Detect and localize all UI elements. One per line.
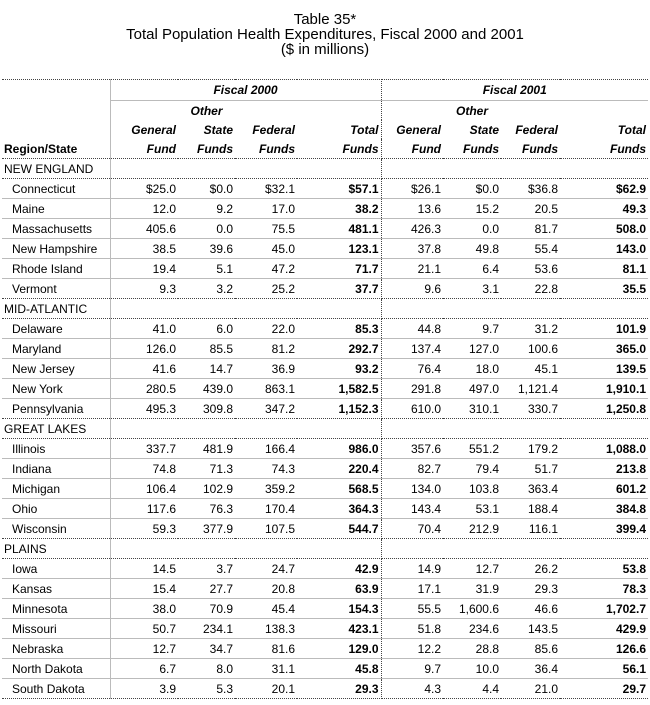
value-cell: 28.8 — [443, 639, 501, 659]
value-cell: 399.4 — [560, 519, 648, 539]
table-row — [2, 359, 648, 379]
value-cell: $25.0 — [110, 179, 178, 199]
table-row — [2, 319, 648, 339]
state-name: Illinois — [2, 439, 110, 459]
value-cell: 6.4 — [443, 259, 501, 279]
value-cell: 439.0 — [178, 379, 235, 399]
value-cell: 76.3 — [178, 499, 235, 519]
value-cell: 138.3 — [235, 619, 297, 639]
value-cell: 20.5 — [501, 199, 560, 219]
value-cell: $36.8 — [501, 179, 560, 199]
value-cell: 75.5 — [235, 219, 297, 239]
value-cell: 1,152.3 — [297, 399, 381, 419]
total-header-2-2001: Funds — [560, 139, 648, 159]
table-row — [2, 579, 648, 599]
value-cell: 93.2 — [297, 359, 381, 379]
value-cell: 71.3 — [178, 459, 235, 479]
value-cell: 330.7 — [501, 399, 560, 419]
value-cell: 12.7 — [110, 639, 178, 659]
federal-header-2: Funds — [235, 139, 297, 159]
state-name: Iowa — [2, 559, 110, 579]
value-cell: 309.8 — [178, 399, 235, 419]
value-cell: 143.5 — [501, 619, 560, 639]
value-cell: 568.5 — [297, 479, 381, 499]
value-cell: 22.8 — [501, 279, 560, 299]
value-cell: 55.5 — [381, 599, 443, 619]
value-cell: 9.7 — [381, 659, 443, 679]
fiscal-2000-header: Fiscal 2000 — [110, 80, 381, 101]
value-cell: 15.4 — [110, 579, 178, 599]
table-row — [2, 219, 648, 239]
region-name: NEW ENGLAND — [2, 159, 110, 179]
value-cell: 1,250.8 — [560, 399, 648, 419]
table-row — [2, 639, 648, 659]
value-cell: 37.7 — [297, 279, 381, 299]
value-cell: 429.9 — [560, 619, 648, 639]
value-cell: 102.9 — [178, 479, 235, 499]
title-line-3: ($ in millions) — [280, 41, 370, 58]
value-cell: 481.9 — [178, 439, 235, 459]
state-name: Connecticut — [2, 179, 110, 199]
value-cell: $0.0 — [443, 179, 501, 199]
value-cell: 38.5 — [110, 239, 178, 259]
value-cell: 59.3 — [110, 519, 178, 539]
state-name: Rhode Island — [2, 259, 110, 279]
value-cell: 38.2 — [297, 199, 381, 219]
value-cell: 610.0 — [381, 399, 443, 419]
value-cell: 601.2 — [560, 479, 648, 499]
table-row — [2, 479, 648, 499]
total-header-1-2001: Total — [617, 122, 646, 137]
table-row — [2, 599, 648, 619]
value-cell: 212.9 — [443, 519, 501, 539]
state-name: Michigan — [2, 479, 110, 499]
table-row — [2, 339, 648, 359]
general-header-1-2001: General — [396, 122, 441, 137]
value-cell: 18.0 — [443, 359, 501, 379]
value-cell: 70.9 — [178, 599, 235, 619]
value-cell: 5.1 — [178, 259, 235, 279]
state-name: North Dakota — [2, 659, 110, 679]
value-cell: 85.5 — [178, 339, 235, 359]
state-name: Vermont — [2, 279, 110, 299]
value-cell: 123.1 — [297, 239, 381, 259]
value-cell: 41.6 — [110, 359, 178, 379]
value-cell: 357.6 — [381, 439, 443, 459]
value-cell: 166.4 — [235, 439, 297, 459]
value-cell: 9.2 — [178, 199, 235, 219]
total-header-1: Total — [297, 120, 381, 139]
value-cell: 347.2 — [235, 399, 297, 419]
value-cell: 49.3 — [560, 199, 648, 219]
value-cell: 1,582.5 — [297, 379, 381, 399]
value-cell: 81.2 — [235, 339, 297, 359]
table-row — [2, 499, 648, 519]
value-cell: 15.2 — [443, 199, 501, 219]
value-cell: 359.2 — [235, 479, 297, 499]
state-name: Nebraska — [2, 639, 110, 659]
value-cell: 56.1 — [560, 659, 648, 679]
value-cell: 39.6 — [178, 239, 235, 259]
title-line-2: Total Population Health Expenditures, Fiscal 2000 and 2001 — [126, 26, 524, 43]
value-cell: 14.9 — [381, 559, 443, 579]
region-row — [2, 159, 648, 179]
value-cell: 70.4 — [381, 519, 443, 539]
value-cell: 31.1 — [235, 659, 297, 679]
state-name: Missouri — [2, 619, 110, 639]
value-cell: 20.8 — [235, 579, 297, 599]
value-cell: 5.3 — [178, 679, 235, 699]
general-header-1: General — [110, 120, 178, 139]
value-cell: 1,910.1 — [560, 379, 648, 399]
value-cell: 12.2 — [381, 639, 443, 659]
value-cell: 25.2 — [235, 279, 297, 299]
value-cell: 13.6 — [381, 199, 443, 219]
value-cell: 45.4 — [235, 599, 297, 619]
value-cell: 6.7 — [110, 659, 178, 679]
state-name: Delaware — [2, 319, 110, 339]
table-row — [2, 659, 648, 679]
value-cell: 127.0 — [443, 339, 501, 359]
value-cell: 220.4 — [297, 459, 381, 479]
value-cell: 129.0 — [297, 639, 381, 659]
state-name: New York — [2, 379, 110, 399]
value-cell: 291.8 — [381, 379, 443, 399]
table-body — [2, 159, 648, 699]
value-cell: 53.6 — [501, 259, 560, 279]
value-cell: 12.0 — [110, 199, 178, 219]
state-name: Kansas — [2, 579, 110, 599]
value-cell: 22.0 — [235, 319, 297, 339]
value-cell: 363.4 — [501, 479, 560, 499]
state-name: Maryland — [2, 339, 110, 359]
value-cell: 49.8 — [443, 239, 501, 259]
value-cell: 53.1 — [443, 499, 501, 519]
value-cell: $0.0 — [178, 179, 235, 199]
value-cell: 986.0 — [297, 439, 381, 459]
value-cell: $32.1 — [235, 179, 297, 199]
value-cell: 126.0 — [110, 339, 178, 359]
region-name: PLAINS — [2, 539, 110, 559]
value-cell: 51.8 — [381, 619, 443, 639]
table-row — [2, 179, 648, 199]
value-cell: 101.9 — [560, 319, 648, 339]
value-cell: 6.0 — [178, 319, 235, 339]
table-row — [2, 619, 648, 639]
value-cell: 26.2 — [501, 559, 560, 579]
value-cell: 495.3 — [110, 399, 178, 419]
header-row-2 — [2, 120, 648, 139]
other-header-3-2001: Funds — [443, 139, 501, 159]
state-name: Maine — [2, 199, 110, 219]
federal-header-1: Federal — [252, 122, 295, 137]
value-cell: 53.8 — [560, 559, 648, 579]
other-header-2: State — [203, 122, 233, 137]
state-name: Indiana — [2, 459, 110, 479]
value-cell: 31.9 — [443, 579, 501, 599]
value-cell: 42.9 — [297, 559, 381, 579]
table-row — [2, 279, 648, 299]
value-cell: 45.8 — [297, 659, 381, 679]
value-cell: 24.7 — [235, 559, 297, 579]
value-cell: 10.0 — [443, 659, 501, 679]
state-name: New Jersey — [2, 359, 110, 379]
value-cell: 377.9 — [178, 519, 235, 539]
value-cell: 20.1 — [235, 679, 297, 699]
value-cell: 9.6 — [381, 279, 443, 299]
value-cell: 36.9 — [235, 359, 297, 379]
value-cell: 79.4 — [443, 459, 501, 479]
value-cell: 1,121.4 — [501, 379, 560, 399]
other-header-1: Other — [190, 103, 223, 118]
federal-header-1-2001: Federal — [515, 122, 558, 137]
value-cell: 17.0 — [235, 199, 297, 219]
value-cell: 82.7 — [381, 459, 443, 479]
value-cell: 364.3 — [297, 499, 381, 519]
table-row — [2, 399, 648, 419]
other-header-1-2001: Other — [455, 103, 488, 118]
other-header-3: Funds — [178, 139, 235, 159]
header-row-1 — [2, 101, 648, 121]
value-cell: 234.1 — [178, 619, 235, 639]
region-row — [2, 419, 648, 439]
value-cell: 544.7 — [297, 519, 381, 539]
value-cell: 0.0 — [443, 219, 501, 239]
table-title — [0, 0, 650, 57]
value-cell: 1,088.0 — [560, 439, 648, 459]
other-header-2-2001: State — [469, 122, 499, 137]
value-cell: 137.4 — [381, 339, 443, 359]
value-cell: 0.0 — [178, 219, 235, 239]
value-cell: 47.2 — [235, 259, 297, 279]
value-cell: 106.4 — [110, 479, 178, 499]
table-row — [2, 459, 648, 479]
value-cell: 74.8 — [110, 459, 178, 479]
value-cell: 45.1 — [501, 359, 560, 379]
value-cell: 117.6 — [110, 499, 178, 519]
value-cell: 103.8 — [443, 479, 501, 499]
value-cell: 179.2 — [501, 439, 560, 459]
table-row — [2, 559, 648, 579]
value-cell: 74.3 — [235, 459, 297, 479]
value-cell: 34.7 — [178, 639, 235, 659]
value-cell: 55.4 — [501, 239, 560, 259]
value-cell: 46.6 — [501, 599, 560, 619]
table-row — [2, 239, 648, 259]
value-cell: 29.3 — [501, 579, 560, 599]
value-cell: 139.5 — [560, 359, 648, 379]
value-cell: 423.1 — [297, 619, 381, 639]
value-cell: 337.7 — [110, 439, 178, 459]
value-cell: 405.6 — [110, 219, 178, 239]
value-cell: 3.7 — [178, 559, 235, 579]
total-header-2: Funds — [297, 139, 381, 159]
value-cell: 31.2 — [501, 319, 560, 339]
state-name: Pennsylvania — [2, 399, 110, 419]
value-cell: 21.1 — [381, 259, 443, 279]
value-cell: 384.8 — [560, 499, 648, 519]
federal-header-2-2001: Funds — [501, 139, 560, 159]
value-cell: 1,600.6 — [443, 599, 501, 619]
value-cell: 143.4 — [381, 499, 443, 519]
value-cell: 213.8 — [560, 459, 648, 479]
value-cell: 78.3 — [560, 579, 648, 599]
region-name: MID-ATLANTIC — [2, 299, 110, 319]
general-header-2: Fund — [110, 139, 178, 159]
value-cell: 292.7 — [297, 339, 381, 359]
value-cell: 14.5 — [110, 559, 178, 579]
table-row — [2, 259, 648, 279]
value-cell: 863.1 — [235, 379, 297, 399]
value-cell: 44.8 — [381, 319, 443, 339]
table-row — [2, 439, 648, 459]
value-cell: 134.0 — [381, 479, 443, 499]
value-cell: $26.1 — [381, 179, 443, 199]
value-cell: 9.7 — [443, 319, 501, 339]
value-cell: 508.0 — [560, 219, 648, 239]
value-cell: 4.4 — [443, 679, 501, 699]
value-cell: 551.2 — [443, 439, 501, 459]
value-cell: $57.1 — [297, 179, 381, 199]
value-cell: 29.7 — [560, 679, 648, 699]
value-cell: 188.4 — [501, 499, 560, 519]
value-cell: 365.0 — [560, 339, 648, 359]
value-cell: 126.6 — [560, 639, 648, 659]
value-cell: 76.4 — [381, 359, 443, 379]
value-cell: 81.1 — [560, 259, 648, 279]
value-cell: 14.7 — [178, 359, 235, 379]
value-cell: 12.7 — [443, 559, 501, 579]
value-cell: 3.9 — [110, 679, 178, 699]
value-cell: 3.2 — [178, 279, 235, 299]
region-row — [2, 299, 648, 319]
value-cell: 41.0 — [110, 319, 178, 339]
value-cell: 497.0 — [443, 379, 501, 399]
expenditures-table — [2, 79, 648, 699]
value-cell: 37.8 — [381, 239, 443, 259]
value-cell: 81.6 — [235, 639, 297, 659]
state-name: New Hampshire — [2, 239, 110, 259]
value-cell: 9.3 — [110, 279, 178, 299]
value-cell: 143.0 — [560, 239, 648, 259]
header-row-3 — [2, 139, 648, 159]
value-cell: 280.5 — [110, 379, 178, 399]
state-name: Minnesota — [2, 599, 110, 619]
value-cell: 38.0 — [110, 599, 178, 619]
value-cell: 3.1 — [443, 279, 501, 299]
state-name: Ohio — [2, 499, 110, 519]
value-cell: 17.1 — [381, 579, 443, 599]
value-cell: 116.1 — [501, 519, 560, 539]
value-cell: 71.7 — [297, 259, 381, 279]
value-cell: 8.0 — [178, 659, 235, 679]
table-row — [2, 679, 648, 699]
value-cell: 426.3 — [381, 219, 443, 239]
value-cell: 51.7 — [501, 459, 560, 479]
value-cell: 50.7 — [110, 619, 178, 639]
value-cell: 1,702.7 — [560, 599, 648, 619]
table-row — [2, 379, 648, 399]
value-cell: 19.4 — [110, 259, 178, 279]
value-cell: 234.6 — [443, 619, 501, 639]
table-row — [2, 519, 648, 539]
value-cell: 29.3 — [297, 679, 381, 699]
value-cell: 21.0 — [501, 679, 560, 699]
value-cell: 36.4 — [501, 659, 560, 679]
general-header-2-2001: Fund — [381, 139, 443, 159]
region-name: GREAT LAKES — [2, 419, 110, 439]
value-cell: 45.0 — [235, 239, 297, 259]
value-cell: 4.3 — [381, 679, 443, 699]
value-cell: 63.9 — [297, 579, 381, 599]
fiscal-2001-header: Fiscal 2001 — [381, 80, 648, 101]
state-name: Wisconsin — [2, 519, 110, 539]
value-cell: 35.5 — [560, 279, 648, 299]
state-name: South Dakota — [2, 679, 110, 699]
value-cell: $62.9 — [560, 179, 648, 199]
state-name: Massachusetts — [2, 219, 110, 239]
fiscal-header-row — [2, 80, 648, 101]
value-cell: 81.7 — [501, 219, 560, 239]
value-cell: 154.3 — [297, 599, 381, 619]
value-cell: 100.6 — [501, 339, 560, 359]
title-line-1: Table 35* — [293, 11, 357, 28]
value-cell: 310.1 — [443, 399, 501, 419]
value-cell: 85.3 — [297, 319, 381, 339]
value-cell: 481.1 — [297, 219, 381, 239]
value-cell: 85.6 — [501, 639, 560, 659]
region-state-header: Region/State — [2, 139, 110, 159]
table-row — [2, 199, 648, 219]
region-row — [2, 539, 648, 559]
value-cell: 170.4 — [235, 499, 297, 519]
value-cell: 107.5 — [235, 519, 297, 539]
value-cell: 27.7 — [178, 579, 235, 599]
